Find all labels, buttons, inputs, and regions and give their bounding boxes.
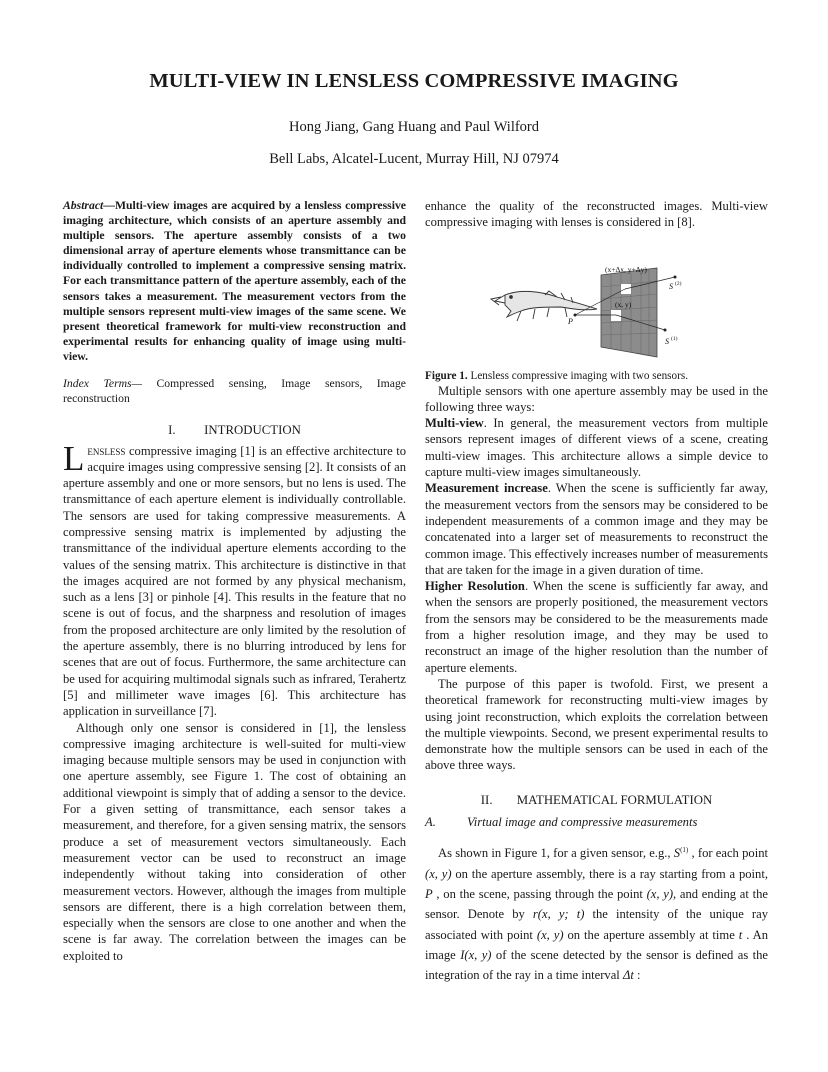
section-heading-introduction — [63, 422, 406, 438]
text-run: : — [633, 968, 641, 983]
abstract — [63, 198, 406, 364]
text-run: , on the scene, passing through the point — [432, 887, 647, 902]
math-s1-sup: (1) — [680, 846, 689, 855]
text-run: of the scene detected by the sensor is defined as the integration of the ray in a time interval — [425, 947, 769, 983]
text-run: As shown in Figure 1, for a given sensor, e.g., — [438, 846, 674, 861]
figure-label-s1-sup: (1) — [671, 335, 678, 342]
figure-label-s1: S — [665, 336, 669, 346]
math-xy: (x, y) — [425, 866, 452, 881]
figure-1 — [425, 235, 768, 365]
right-paragraph-0: enhance the quality of the reconstructed images. Multi-view compressive imaging with lenses is considered in [8]. — [425, 199, 768, 230]
index-terms-text: Compressed sensing, Image sensors, Image reconstruction — [63, 377, 406, 406]
left-column — [63, 198, 406, 964]
text-run: on the aperture assembly, there is a ray starting from a point, — [451, 866, 768, 881]
text-run: , for each point — [688, 846, 768, 861]
figure-caption-label: Figure 1. — [425, 369, 468, 382]
math-t: t — [738, 927, 743, 942]
figure-label-s2: S — [669, 281, 673, 291]
intro-lead-word: ensless — [87, 443, 126, 458]
math-i: I(x, y) — [460, 947, 492, 962]
abstract-text: Multi-view images are acquired by a lensless compressive imaging architecture, which consists of an aperture assembly and multiple sensors. The aperture assembly consists of a two dimensional array of aperture elements whose transmittance can be individually controlled to implement a compressive sensing matrix. For each transmittance pattern of the aperture assembly, each of the sensors takes a measurement. The measurement vectors from the multiple sensors represent multi-view images of the same scene. We present theoretical framework for multi-view reconstruction and experimental results for enhancing quality of image using multi-view. — [63, 199, 406, 363]
text-run: . An image — [425, 927, 768, 962]
text-run: on the aperture assembly at time — [563, 927, 739, 942]
abstract-label: Abstract — [63, 199, 104, 212]
multi-view-label: Multi-view — [425, 416, 484, 431]
higher-resolution-paragraph — [425, 578, 768, 676]
text-run: the intensity of the unique ray associated with point — [425, 907, 768, 942]
aperture-assembly — [601, 268, 657, 357]
math-xy: (x, y) — [646, 887, 674, 902]
right-paragraph-1: Multiple sensors with one aperture assembly may be used in the following three ways: — [425, 383, 768, 414]
measurement-increase-label: Measurement increase — [425, 481, 548, 496]
aperture-element-lower — [611, 310, 621, 321]
figure-1-diagram — [425, 235, 768, 365]
subsection-heading-a — [425, 814, 768, 830]
figure-label-p: P — [568, 316, 573, 326]
index-terms — [63, 376, 406, 406]
multi-view-text: . In general, the measurement vectors from multiple sensors represent images of different views of a scene, creating multi-view images. This architecture allows a simple device to capture multi-view images simultaneously. — [425, 416, 768, 480]
section-number: I. — [168, 423, 176, 438]
section-heading-math — [425, 792, 768, 808]
figure-label-mid: (x, y) — [615, 299, 632, 309]
section-title: MATHEMATICAL FORMULATION — [516, 792, 713, 807]
right-column — [425, 198, 768, 986]
text-run: , and ending at the sensor. Denote by — [425, 887, 768, 922]
subsection-letter: A. — [425, 815, 436, 830]
math-p: P — [425, 887, 433, 902]
figure-label-s2-sup: (2) — [675, 280, 682, 287]
intro-paragraph-1 — [63, 438, 406, 720]
figure-caption-text: Lensless compressive imaging with two sensors. — [467, 369, 688, 382]
math-dt: Δt — [622, 968, 634, 983]
intro-paragraph-1-text: compressive imaging [1] is an effective architecture to acquire images using compressive sensing [2]. It consists of an aperture assembly and one or more sensors, but no lens is used. The transmittance of each aperture element is individually controllable. The sensors are used for taking compressive measurements. A compressive sensing matrix is implemented by adjusting the transmittance of the individual aperture elements according to the values of the sensing matrix. This architecture is distinctive in that the images acquired are not formed by any physical mechanism, such as a lens [3] or pinhole [4]. This results in the feature that no scene is out of focus, and the sharpness and resolution of images from the proposed architecture are only limited by the resolution of the aperture assembly, there is no blurring introduced by lens for scenes that are out of focus. Furthermore, the same architecture can be used for acquiring multimodal signals such as infrared, Terahertz [5] and millimeter wave images [6]. This architecture has application in surveillance [7]. — [63, 443, 406, 719]
higher-resolution-text: . When the scene is sufficiently far away, and when the sensors are properly positioned, the measurement vectors from the sensors may be considered to be the measurements made from a higher resolution image, and they may be used to reconstruct an image of the higher resolution than the number of aperture elements. — [425, 579, 769, 675]
math-xy: (x, y) — [536, 927, 564, 942]
math-s1: S — [673, 846, 681, 861]
multi-view-paragraph — [425, 415, 768, 480]
drop-cap: L — [63, 438, 85, 478]
math-paragraph-1 — [425, 840, 768, 985]
higher-resolution-label: Higher Resolution — [425, 579, 525, 594]
section-number: II. — [480, 792, 493, 807]
index-terms-label: Index Terms— — [63, 377, 142, 391]
figure-1-caption — [425, 369, 768, 383]
paper-title: MULTI-VIEW IN LENSLESS COMPRESSIVE IMAGING — [149, 70, 679, 92]
intro-paragraph-2: Although only one sensor is considered in [1], the lensless compressive imaging architecture is well-suited for multi-view imaging because multiple sensors may be used in conjunction with one aperture assembly, see Figure 1. The cost of obtaining an additional viewpoint is simply that of adding a sensor to the device. For a given setting of transmittance, each sensor takes a measurement, and therefore, for a given sensing matrix, the sensors produce a set of measurement vectors simultaneously. Each measurement vector can be used to reconstruct an image independently without taking into consideration of other measurement vectors. However, although the images from multiple sensors are different, there is a high correlation between them, especially when the sensors are close to one another and when the scene is far away. The correlation between the images can be exploited to — [63, 720, 406, 963]
subsection-title: Virtual image and compressive measurements — [467, 815, 698, 830]
paper-authors: Hong Jiang, Gang Huang and Paul Wilford — [288, 119, 540, 135]
figure-label-top: (x+Δx, y+Δy) — [605, 264, 647, 274]
measurement-increase-paragraph — [425, 480, 768, 578]
abstract-dash: — — [103, 199, 115, 212]
right-paragraph-2: The purpose of this paper is twofold. First, we present a theoretical framework for reconstructing multi-view images by using joint reconstruction, which exploits the correlation between the multiple viewpoints. Second, we present experimental results to demonstrate how the multiple sensors can be used in each of the above three ways. — [425, 676, 768, 773]
crocodile-icon — [491, 291, 597, 321]
section-title: INTRODUCTION — [204, 423, 301, 438]
paper-affiliation: Bell Labs, Alcatel-Lucent, Murray Hill, NJ 07974 — [269, 151, 559, 167]
math-r: r(x, y; t) — [532, 907, 585, 922]
measurement-increase-text: . When the scene is sufficiently far away, the measurement vectors from the sensors may be considered to be independent measurements of a common image and they may be concatenated into a larger set of measurements to reconstruct the common image. This effectively increases number of measurements that are taken for the image in a given duration of time. — [425, 481, 768, 577]
